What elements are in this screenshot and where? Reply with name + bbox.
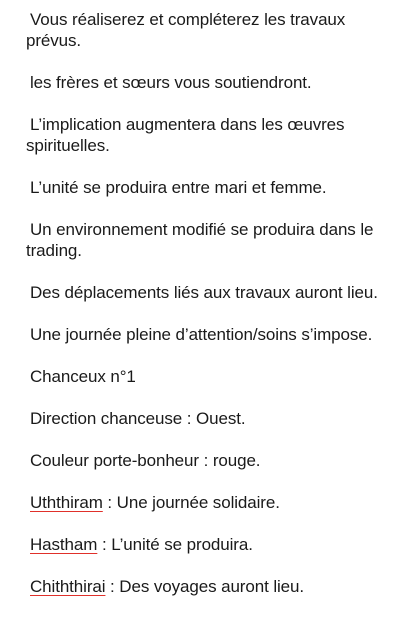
paragraph-deplacements: Des déplacements liés aux travaux auront lieu. (30, 283, 378, 302)
star-text-chiththirai: : Des voyages auront lieu. (105, 577, 305, 596)
star-line-hastham (26, 534, 396, 555)
star-name-uththiram: Uththiram (30, 493, 103, 512)
paragraph-environnement: Un environnement modifié se produira dans le trading. (26, 220, 378, 260)
paragraph-unite: L’unité se produira entre mari et femme. (30, 178, 327, 197)
paragraph-travaux: Vous réaliserez et compléterez les travaux prévus. (26, 10, 350, 50)
paragraph-direction: Direction chanceuse : Ouest. (30, 409, 246, 428)
paragraph-freres-soeurs: les frères et sœurs vous soutiendront. (30, 73, 312, 92)
star-text-uththiram: : Une journée solidaire. (102, 493, 280, 512)
paragraph-chanceux: Chanceux n°1 (30, 367, 136, 386)
star-line-chiththirai (26, 576, 396, 597)
paragraph-implication: L’implication augmentera dans les œuvres spirituelles. (26, 115, 350, 155)
star-name-chiththirai: Chiththirai (30, 577, 106, 596)
star-text-hastham: : L’unité se produira. (97, 535, 253, 554)
document-body (26, 9, 396, 618)
star-line-uththiram (26, 492, 396, 513)
paragraph-journee: Une journée pleine d’attention/soins s’impose. (30, 325, 373, 344)
star-name-hastham: Hastham (30, 535, 98, 554)
paragraph-couleur: Couleur porte-bonheur : rouge. (30, 451, 261, 470)
